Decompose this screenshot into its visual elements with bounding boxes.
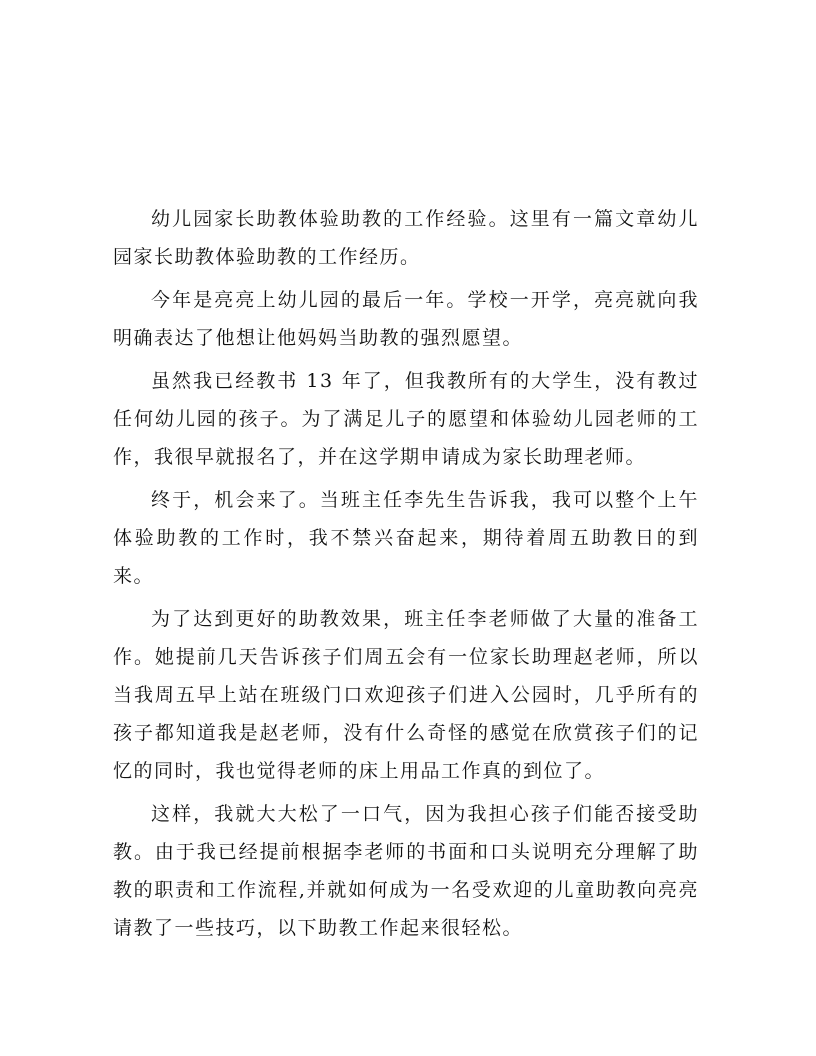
paragraph-2: 今年是亮亮上幼儿园的最后一年。学校一开学，亮亮就向我明确表达了他想让他妈妈当助教的强烈愿望。 xyxy=(113,289,699,349)
paragraph-5: 为了达到更好的助教效果，班主任李老师做了大量的准备工作。她提前几天告诉孩子们周五会有一位家长助理赵老师，所以当我周五早上站在班级门口欢迎孩子们进入公园时，几乎所有的孩子都知道我是赵老师，没有什么奇怪的感觉在欣赏孩子们的记忆的同时，我也觉得老师的床上用品工作真的到位了。 xyxy=(113,608,699,782)
paragraph-1: 幼儿园家长助教体验助教的工作经验。这里有一篇文章幼儿园家长助教体验助教的工作经历。 xyxy=(113,208,699,268)
paragraph-6: 这样，我就大大松了一口气，因为我担心孩子们能否接受助教。由于我已经提前根据李老师的书面和口头说明充分理解了助教的职责和工作流程,并就如何成为一名受欢迎的儿童助教向亮亮请教了一些技巧，以下助教工作起来很轻松。 xyxy=(113,803,699,939)
paragraph-3: 虽然我已经教书 13 年了，但我教所有的大学生，没有教过任何幼儿园的孩子。为了满足儿子的愿望和体验幼儿园老师的工作，我很早就报名了，并在这学期申请成为家长助理老师。 xyxy=(113,370,699,468)
paragraph-4: 终于，机会来了。当班主任李先生告诉我，我可以整个上午体验助教的工作时，我不禁兴奋起来，期待着周五助教日的到来。 xyxy=(113,489,699,587)
document-body xyxy=(113,200,699,952)
